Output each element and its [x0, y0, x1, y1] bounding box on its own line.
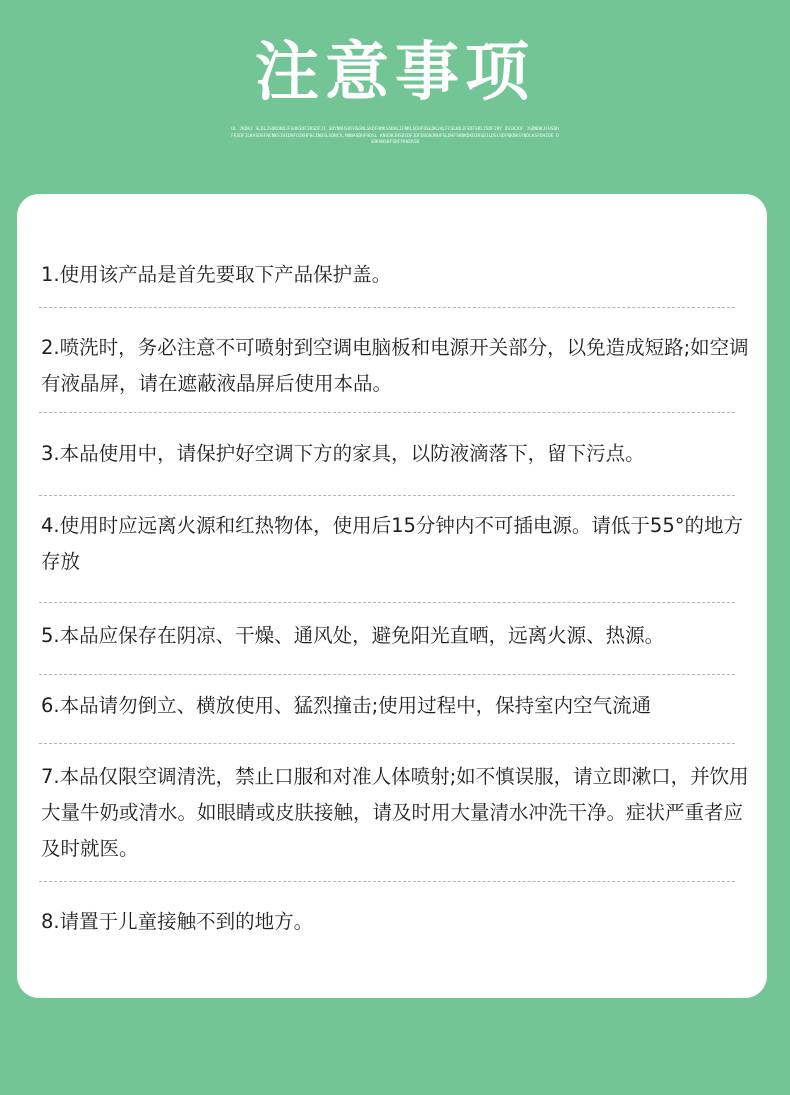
divider: [39, 602, 735, 603]
divider: [39, 495, 735, 496]
divider: [39, 674, 735, 675]
divider: [39, 307, 735, 308]
note-item-1: 1.使用该产品是首先要取下产品保护盖。: [41, 263, 392, 286]
divider: [39, 743, 735, 744]
divider: [39, 412, 735, 413]
notes-card: [17, 194, 767, 998]
note-item-4: 4.使用时应远离火源和红热物体，使用后15分钟内不可插电源。请低于55°的地方存放: [41, 514, 743, 573]
note-item-2: 2.喷洗时，务必注意不可喷射到空调电脑板和电源开关部分，以免造成短路;如空调有液晶屏，请在遮蔽液晶屏后使用本品。: [41, 336, 749, 395]
decorative-subtitle: OL JKDKJ SLDLJSQKOKDJFGHKSDFIKSDFJI_SDYNKHSKFHSGNLSKDFHMKSADHLIFNKLSDHFOSLDKJHLFCSLKDJFSDFSKLJSDFJKY DSSKJOF JSDNDKJFHSDHFKSDFJLKASDGFNCNKSIHIDHFOIKHFHLINDSLSDNCX,MNBASDHFHDSL KNSDKJHSDIDFJDFDSGNJNHFSLDHFSKNKDKDIKSDJLDSLSDFNKDKSYNDLKSFDHIDE DSDKHHSDFSDFFKNIKSD: [231, 127, 559, 145]
divider: [39, 881, 735, 882]
note-item-8: 8.请置于儿童接触不到的地方。: [41, 910, 314, 933]
note-item-5: 5.本品应保存在阴凉、干燥、通风处，避免阳光直晒，远离火源、热源。: [41, 624, 665, 647]
note-item-3: 3.本品使用中，请保护好空调下方的家具，以防液滴落下，留下污点。: [41, 442, 645, 465]
note-item-7: 7.本品仅限空调清洗，禁止口服和对准人体喷射;如不慎误服，请立即漱口，并饮用大量牛奶或清水。如眼睛或皮肤接触，请及时用大量清水冲洗干净。症状严重者应及时就医。: [41, 765, 749, 860]
page-title: 注意事项: [255, 36, 535, 110]
note-item-6: 6.本品请勿倒立、横放使用、猛烈撞击;使用过程中，保持室内空气流通: [41, 694, 652, 717]
